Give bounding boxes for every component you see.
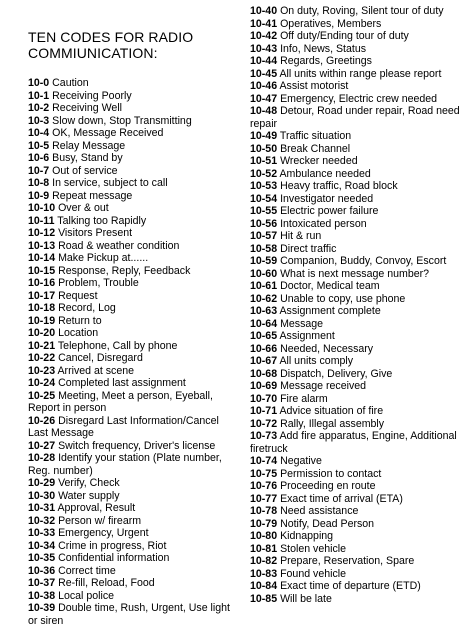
code-meaning: Disregard Last Information/Cancel Last Message bbox=[28, 414, 219, 439]
code-entry bbox=[250, 380, 462, 393]
code-entry bbox=[250, 393, 462, 406]
code-entry bbox=[250, 93, 462, 106]
code-number: 10-80 bbox=[250, 530, 278, 542]
code-meaning: Crime in progress, Riot bbox=[58, 539, 167, 552]
code-meaning: Repeat message bbox=[52, 189, 133, 202]
code-number: 10-71 bbox=[250, 405, 278, 417]
code-entry bbox=[28, 490, 238, 503]
code-number: 10-55 bbox=[250, 205, 278, 217]
code-entry bbox=[250, 268, 462, 281]
code-meaning: Found vehicle bbox=[280, 567, 347, 580]
code-meaning: Assignment complete bbox=[279, 305, 381, 317]
code-number: 10-33 bbox=[28, 527, 56, 539]
code-meaning: Re-fill, Reload, Food bbox=[58, 577, 155, 589]
code-meaning: Response, Reply, Feedback bbox=[58, 264, 191, 277]
code-meaning: Message bbox=[280, 317, 324, 330]
right-column bbox=[250, 0, 462, 605]
code-entry bbox=[28, 177, 238, 190]
code-number: 10-52 bbox=[250, 167, 278, 180]
code-meaning: Water supply bbox=[58, 489, 120, 502]
code-entry bbox=[28, 265, 238, 278]
code-number: 10-73 bbox=[250, 430, 278, 442]
code-entry bbox=[250, 593, 462, 606]
code-entry bbox=[28, 115, 238, 128]
code-number: 10-35 bbox=[28, 552, 56, 564]
code-entry bbox=[250, 68, 462, 81]
code-number: 10-59 bbox=[250, 255, 278, 267]
code-meaning: Hit & run bbox=[280, 230, 322, 242]
code-entry bbox=[250, 505, 462, 518]
code-entry bbox=[28, 515, 238, 528]
code-number: 10-13 bbox=[28, 239, 56, 252]
code-entry bbox=[250, 405, 462, 418]
code-meaning: Road & weather condition bbox=[58, 239, 180, 252]
code-number: 10-47 bbox=[250, 92, 278, 105]
code-number: 10-63 bbox=[250, 305, 278, 317]
code-entry bbox=[250, 418, 462, 431]
code-entry bbox=[250, 305, 462, 318]
code-number: 10-40 bbox=[250, 5, 278, 17]
code-entry bbox=[250, 280, 462, 293]
code-meaning: All units comply bbox=[279, 355, 354, 367]
code-number: 10-51 bbox=[250, 155, 278, 167]
code-entry bbox=[28, 540, 238, 553]
code-meaning: Confidential information bbox=[58, 552, 170, 564]
code-entry bbox=[28, 215, 238, 228]
code-meaning: Operatives, Members bbox=[280, 17, 382, 30]
right-code-list bbox=[250, 5, 462, 605]
code-entry bbox=[250, 480, 462, 493]
code-entry bbox=[28, 227, 238, 240]
code-number: 10-62 bbox=[250, 292, 278, 305]
code-meaning: Telephone, Call by phone bbox=[57, 339, 178, 352]
code-number: 10-53 bbox=[250, 180, 278, 192]
code-number: 10-65 bbox=[250, 330, 278, 342]
code-entry bbox=[28, 502, 238, 515]
code-meaning: Prepare, Reservation, Spare bbox=[280, 555, 415, 567]
code-number: 10-4 bbox=[28, 127, 50, 139]
code-meaning: Problem, Trouble bbox=[58, 277, 139, 289]
code-entry bbox=[250, 555, 462, 568]
code-entry bbox=[250, 255, 462, 268]
code-meaning: Regards, Greetings bbox=[280, 55, 372, 67]
code-meaning: Location bbox=[58, 327, 99, 339]
code-meaning: Approval, Result bbox=[57, 502, 136, 514]
code-number: 10-67 bbox=[250, 355, 278, 367]
code-entry bbox=[250, 130, 462, 143]
code-meaning: Off duty/Ending tour of duty bbox=[280, 30, 409, 42]
code-meaning: Person w/ firearm bbox=[58, 514, 142, 527]
code-entry bbox=[28, 127, 238, 140]
code-entry bbox=[28, 590, 238, 603]
code-meaning: Detour, Road under repair, Road need repair bbox=[250, 105, 460, 130]
code-number: 10-37 bbox=[28, 577, 56, 589]
code-number: 10-54 bbox=[250, 192, 278, 205]
code-number: 10-36 bbox=[28, 564, 56, 577]
code-number: 10-42 bbox=[250, 30, 278, 42]
code-entry bbox=[28, 340, 238, 353]
code-number: 10-27 bbox=[28, 439, 56, 452]
code-meaning: On duty, Roving, Silent tour of duty bbox=[280, 5, 444, 17]
code-entry bbox=[28, 327, 238, 340]
code-number: 10-21 bbox=[28, 339, 56, 352]
code-entry bbox=[28, 565, 238, 578]
code-number: 10-69 bbox=[250, 380, 278, 392]
code-meaning: Doctor, Medical team bbox=[280, 280, 380, 292]
code-number: 10-84 bbox=[250, 580, 278, 592]
code-meaning: Stolen vehicle bbox=[280, 542, 347, 555]
code-meaning: Assignment bbox=[279, 330, 335, 342]
code-entry bbox=[250, 355, 462, 368]
left-column bbox=[28, 0, 238, 627]
code-number: 10-48 bbox=[250, 105, 278, 117]
code-number: 10-16 bbox=[28, 277, 56, 289]
code-number: 10-0 bbox=[28, 77, 50, 89]
code-number: 10-50 bbox=[250, 142, 278, 155]
code-meaning: Busy, Stand by bbox=[52, 152, 123, 164]
code-entry bbox=[28, 152, 238, 165]
code-entry bbox=[28, 552, 238, 565]
code-number: 10-38 bbox=[28, 589, 56, 602]
code-entry bbox=[250, 455, 462, 468]
code-meaning: Receiving Well bbox=[52, 102, 123, 114]
code-entry bbox=[28, 302, 238, 315]
code-number: 10-82 bbox=[250, 555, 278, 567]
code-meaning: Correct time bbox=[58, 564, 116, 577]
code-meaning: Record, Log bbox=[58, 302, 116, 314]
code-entry bbox=[250, 343, 462, 356]
code-entry bbox=[28, 102, 238, 115]
code-meaning: Notify, Dead Person bbox=[280, 517, 375, 530]
code-entry bbox=[250, 205, 462, 218]
code-meaning: Exact time of arrival (ETA) bbox=[280, 492, 403, 505]
code-entry bbox=[28, 390, 238, 415]
code-meaning: Emergency, Urgent bbox=[58, 527, 149, 539]
code-meaning: Return to bbox=[58, 314, 102, 327]
code-entry bbox=[28, 377, 238, 390]
code-meaning: Permission to contact bbox=[280, 467, 382, 480]
code-number: 10-32 bbox=[28, 514, 56, 527]
code-number: 10-49 bbox=[250, 130, 278, 142]
code-entry bbox=[250, 180, 462, 193]
code-meaning: In service, subject to call bbox=[52, 177, 168, 189]
code-meaning: Electric power failure bbox=[280, 205, 379, 217]
code-meaning: Heavy traffic, Road block bbox=[280, 180, 398, 192]
code-meaning: Verify, Check bbox=[58, 477, 120, 489]
code-entry bbox=[250, 18, 462, 31]
code-number: 10-11 bbox=[28, 214, 55, 227]
code-entry bbox=[28, 577, 238, 590]
code-number: 10-61 bbox=[250, 280, 278, 292]
code-meaning: Out of service bbox=[52, 164, 118, 177]
code-entry bbox=[250, 530, 462, 543]
code-entry bbox=[28, 352, 238, 365]
code-entry bbox=[28, 527, 238, 540]
code-number: 10-81 bbox=[250, 542, 278, 555]
code-number: 10-12 bbox=[28, 227, 56, 239]
code-meaning: Direct traffic bbox=[280, 242, 337, 255]
code-number: 10-2 bbox=[28, 102, 50, 114]
code-meaning: Arrived at scene bbox=[57, 364, 135, 377]
code-number: 10-20 bbox=[28, 327, 56, 339]
code-entry bbox=[28, 252, 238, 265]
code-entry bbox=[28, 365, 238, 378]
code-meaning: Wrecker needed bbox=[280, 155, 358, 167]
code-entry bbox=[250, 30, 462, 43]
code-entry bbox=[28, 165, 238, 178]
code-number: 10-72 bbox=[250, 417, 278, 430]
code-entry bbox=[250, 43, 462, 56]
code-number: 10-14 bbox=[28, 252, 56, 264]
code-number: 10-58 bbox=[250, 242, 278, 255]
code-number: 10-26 bbox=[28, 414, 56, 427]
code-meaning: Slow down, Stop Transmitting bbox=[52, 114, 192, 127]
code-entry bbox=[250, 168, 462, 181]
code-number: 10-1 bbox=[28, 89, 50, 102]
code-number: 10-5 bbox=[28, 139, 50, 152]
code-number: 10-60 bbox=[250, 267, 278, 280]
code-entry bbox=[28, 290, 238, 303]
code-entry bbox=[250, 330, 462, 343]
code-number: 10-85 bbox=[250, 592, 278, 605]
code-entry bbox=[28, 477, 238, 490]
code-number: 10-30 bbox=[28, 489, 56, 502]
code-number: 10-39 bbox=[28, 602, 56, 614]
code-meaning: Visitors Present bbox=[58, 227, 133, 239]
code-meaning: Add fire apparatus, Engine, Additional firetruck bbox=[250, 430, 457, 455]
code-meaning: Assist motorist bbox=[279, 80, 349, 92]
code-entry bbox=[250, 193, 462, 206]
code-meaning: Kidnapping bbox=[280, 530, 334, 542]
code-meaning: All units within range please report bbox=[279, 67, 442, 80]
code-meaning: Negative bbox=[280, 455, 322, 467]
code-meaning: Talking too Rapidly bbox=[57, 214, 147, 227]
code-meaning: OK, Message Received bbox=[52, 127, 164, 139]
code-number: 10-8 bbox=[28, 177, 50, 189]
code-entry bbox=[28, 202, 238, 215]
code-entry bbox=[250, 155, 462, 168]
title-spacer bbox=[28, 61, 238, 77]
code-entry bbox=[28, 140, 238, 153]
code-number: 10-22 bbox=[28, 352, 56, 364]
code-number: 10-23 bbox=[28, 364, 56, 377]
code-number: 10-66 bbox=[250, 342, 278, 355]
code-entry bbox=[28, 277, 238, 290]
code-meaning: Unable to copy, use phone bbox=[280, 292, 406, 305]
code-entry bbox=[250, 580, 462, 593]
code-meaning: Traffic situation bbox=[279, 130, 352, 142]
code-meaning: Receiving Poorly bbox=[52, 89, 132, 102]
code-entry bbox=[250, 430, 462, 455]
code-entry bbox=[250, 218, 462, 231]
code-meaning: Exact time of departure (ETD) bbox=[280, 580, 421, 592]
code-meaning: Caution bbox=[52, 77, 89, 89]
code-entry bbox=[28, 90, 238, 103]
code-number: 10-57 bbox=[250, 230, 278, 242]
code-meaning: Will be late bbox=[280, 592, 332, 605]
code-number: 10-79 bbox=[250, 517, 278, 530]
code-number: 10-9 bbox=[28, 189, 50, 202]
code-number: 10-75 bbox=[250, 467, 278, 480]
code-number: 10-78 bbox=[250, 505, 278, 517]
code-meaning: Identify your station (Plate number, Reg. number) bbox=[28, 452, 222, 477]
code-meaning: Companion, Buddy, Convoy, Escort bbox=[280, 255, 447, 267]
title-line-2: COMMIUNICATION: bbox=[28, 45, 158, 61]
code-number: 10-46 bbox=[250, 80, 278, 92]
code-meaning: Needed, Necessary bbox=[280, 342, 374, 355]
code-entry bbox=[250, 468, 462, 481]
code-entry bbox=[250, 143, 462, 156]
code-meaning: Dispatch, Delivery, Give bbox=[280, 367, 393, 380]
code-number: 10-41 bbox=[250, 17, 278, 30]
code-meaning: Info, News, Status bbox=[280, 42, 367, 55]
left-code-list bbox=[28, 77, 238, 627]
code-meaning: Meeting, Meet a person, Eyeball, Report in person bbox=[28, 389, 213, 414]
code-number: 10-6 bbox=[28, 152, 50, 164]
document-title bbox=[28, 29, 238, 61]
code-number: 10-76 bbox=[250, 480, 278, 492]
code-entry bbox=[250, 80, 462, 93]
code-meaning: Message received bbox=[280, 380, 367, 392]
code-entry bbox=[250, 543, 462, 556]
code-entry bbox=[28, 77, 238, 90]
code-meaning: Switch frequency, Driver's license bbox=[58, 439, 216, 452]
code-meaning: Investigator needed bbox=[280, 192, 374, 205]
code-entry bbox=[28, 240, 238, 253]
title-line-1: TEN CODES FOR RADIO bbox=[28, 29, 194, 45]
code-number: 10-24 bbox=[28, 377, 56, 389]
code-entry bbox=[28, 602, 238, 627]
code-number: 10-25 bbox=[28, 389, 56, 402]
code-number: 10-19 bbox=[28, 314, 56, 327]
code-number: 10-44 bbox=[250, 55, 278, 67]
code-entry bbox=[250, 493, 462, 506]
code-number: 10-10 bbox=[28, 202, 56, 214]
code-entry bbox=[250, 230, 462, 243]
code-entry bbox=[250, 105, 462, 130]
code-meaning: Intoxicated person bbox=[280, 217, 367, 230]
code-meaning: Local police bbox=[58, 589, 115, 602]
code-meaning: Ambulance needed bbox=[279, 167, 371, 180]
code-number: 10-3 bbox=[28, 114, 50, 127]
code-entry bbox=[28, 440, 238, 453]
code-entry bbox=[250, 293, 462, 306]
code-entry bbox=[28, 415, 238, 440]
code-meaning: Fire alarm bbox=[280, 392, 328, 405]
code-number: 10-31 bbox=[28, 502, 56, 514]
code-meaning: Rally, Illegal assembly bbox=[280, 417, 385, 430]
code-entry bbox=[250, 5, 462, 18]
code-entry bbox=[250, 518, 462, 531]
code-entry bbox=[28, 190, 238, 203]
code-entry bbox=[250, 318, 462, 331]
code-number: 10-34 bbox=[28, 539, 56, 552]
code-number: 10-74 bbox=[250, 455, 278, 467]
code-entry bbox=[250, 243, 462, 256]
code-number: 10-18 bbox=[28, 302, 56, 314]
code-number: 10-28 bbox=[28, 452, 56, 464]
code-number: 10-70 bbox=[250, 392, 278, 405]
code-meaning: Proceeding en route bbox=[280, 480, 376, 492]
code-meaning: Relay Message bbox=[52, 139, 126, 152]
code-number: 10-15 bbox=[28, 264, 56, 277]
code-number: 10-43 bbox=[250, 42, 278, 55]
code-number: 10-83 bbox=[250, 567, 278, 580]
code-number: 10-56 bbox=[250, 217, 278, 230]
code-number: 10-29 bbox=[28, 477, 56, 489]
code-number: 10-68 bbox=[250, 367, 278, 380]
code-meaning: Completed last assignment bbox=[58, 377, 186, 389]
code-meaning: Request bbox=[58, 289, 98, 302]
code-meaning: Cancel, Disregard bbox=[58, 352, 143, 364]
code-entry bbox=[28, 452, 238, 477]
code-number: 10-45 bbox=[250, 67, 278, 80]
code-number: 10-77 bbox=[250, 492, 278, 505]
code-entry bbox=[250, 568, 462, 581]
code-number: 10-17 bbox=[28, 289, 56, 302]
code-number: 10-7 bbox=[28, 164, 50, 177]
code-entry bbox=[28, 315, 238, 328]
code-meaning: Break Channel bbox=[280, 142, 351, 155]
code-meaning: Advice situation of fire bbox=[279, 405, 384, 417]
code-meaning: Double time, Rush, Urgent, Use light or siren bbox=[28, 602, 230, 627]
code-meaning: Need assistance bbox=[280, 505, 359, 517]
code-meaning: What is next message number? bbox=[280, 267, 430, 280]
code-meaning: Emergency, Electric crew needed bbox=[280, 92, 438, 105]
code-number: 10-64 bbox=[250, 317, 278, 330]
code-entry bbox=[250, 55, 462, 68]
code-meaning: Make Pickup at...... bbox=[58, 252, 149, 264]
code-meaning: Over & out bbox=[58, 202, 109, 214]
code-entry bbox=[250, 368, 462, 381]
